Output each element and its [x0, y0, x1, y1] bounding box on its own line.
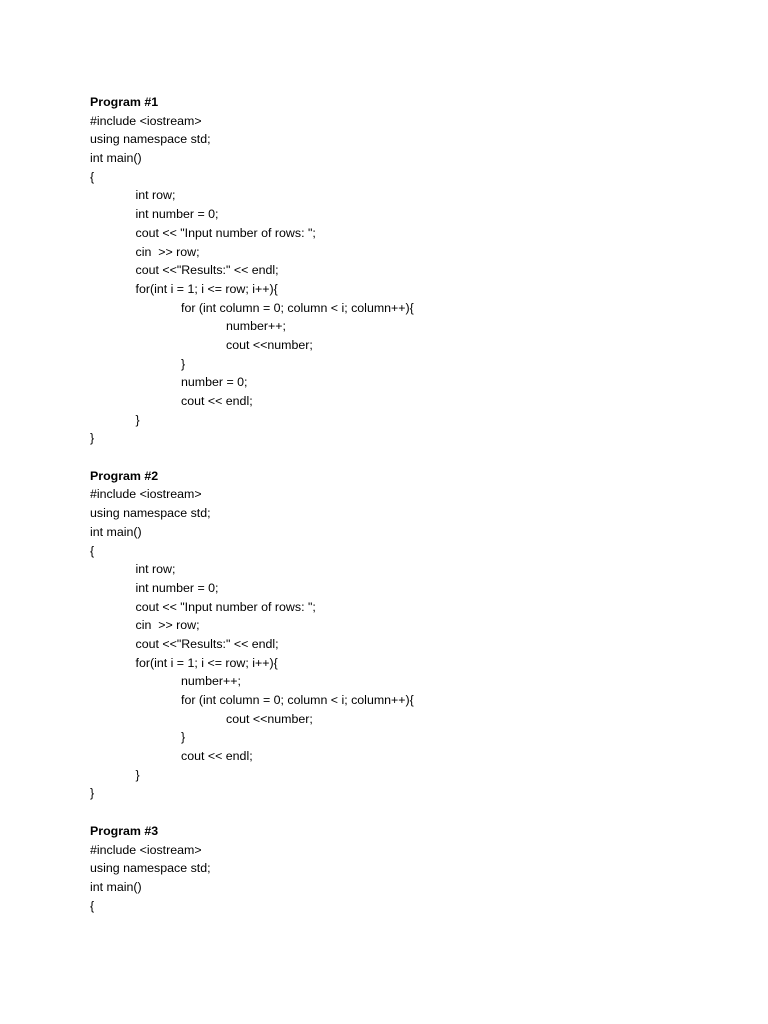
code-line: using namespace std;: [90, 861, 211, 876]
code-line: cout << endl;: [181, 394, 253, 408]
code-line: number++;: [226, 319, 286, 334]
code-line: for(int i = 1; i <= row; i++){: [135, 281, 278, 296]
code-line: }: [181, 356, 186, 371]
code-line: {: [90, 898, 95, 913]
code-line: cout <<"Results:" << endl;: [135, 636, 279, 651]
code-line: cout << "Input number of rows: ";: [135, 599, 316, 614]
code-line: {: [90, 543, 95, 558]
code-line: }: [90, 431, 95, 446]
code-line: cin >> row;: [135, 618, 200, 633]
code-line: for (int column = 0; column < i; column++){: [181, 693, 414, 707]
code-line: int main(): [90, 879, 142, 894]
code-line: using namespace std;: [90, 506, 211, 521]
program-3: [90, 822, 730, 915]
code-line: #include <iostream>: [90, 113, 202, 128]
code-line: int number = 0;: [135, 207, 219, 222]
code-line: #include <iostream>: [90, 842, 202, 857]
code-line: cin >> row;: [135, 244, 200, 259]
code-line: }: [181, 730, 186, 745]
code-line: number++;: [181, 674, 241, 689]
code-line: cout << endl;: [181, 749, 253, 764]
code-line: {: [90, 169, 95, 184]
document-body: [90, 93, 730, 915]
code-line: for (int column = 0; column < i; column++){: [181, 300, 414, 315]
code-line: int main(): [90, 151, 142, 166]
code-line: int row;: [135, 562, 176, 577]
code-line: using namespace std;: [90, 132, 211, 147]
code-line: }: [90, 786, 95, 801]
program-title: Program #1: [90, 95, 159, 109]
code-line: int row;: [135, 188, 176, 203]
code-line: cout <<number;: [226, 711, 313, 726]
program-1: [90, 93, 730, 448]
code-line: }: [135, 412, 140, 427]
code-line: number = 0;: [181, 375, 248, 390]
code-line: cout <<number;: [226, 337, 313, 352]
program-title: Program #3: [90, 823, 159, 838]
code-line: int main(): [90, 524, 142, 539]
code-line: cout << "Input number of rows: ";: [135, 225, 316, 240]
code-line: for(int i = 1; i <= row; i++){: [135, 655, 278, 670]
code-line: cout <<"Results:" << endl;: [135, 263, 279, 278]
code-line: int number = 0;: [135, 580, 219, 595]
program-2: [90, 467, 730, 803]
code-line: #include <iostream>: [90, 487, 202, 502]
program-title: Program #2: [90, 468, 159, 483]
code-line: }: [135, 767, 140, 782]
